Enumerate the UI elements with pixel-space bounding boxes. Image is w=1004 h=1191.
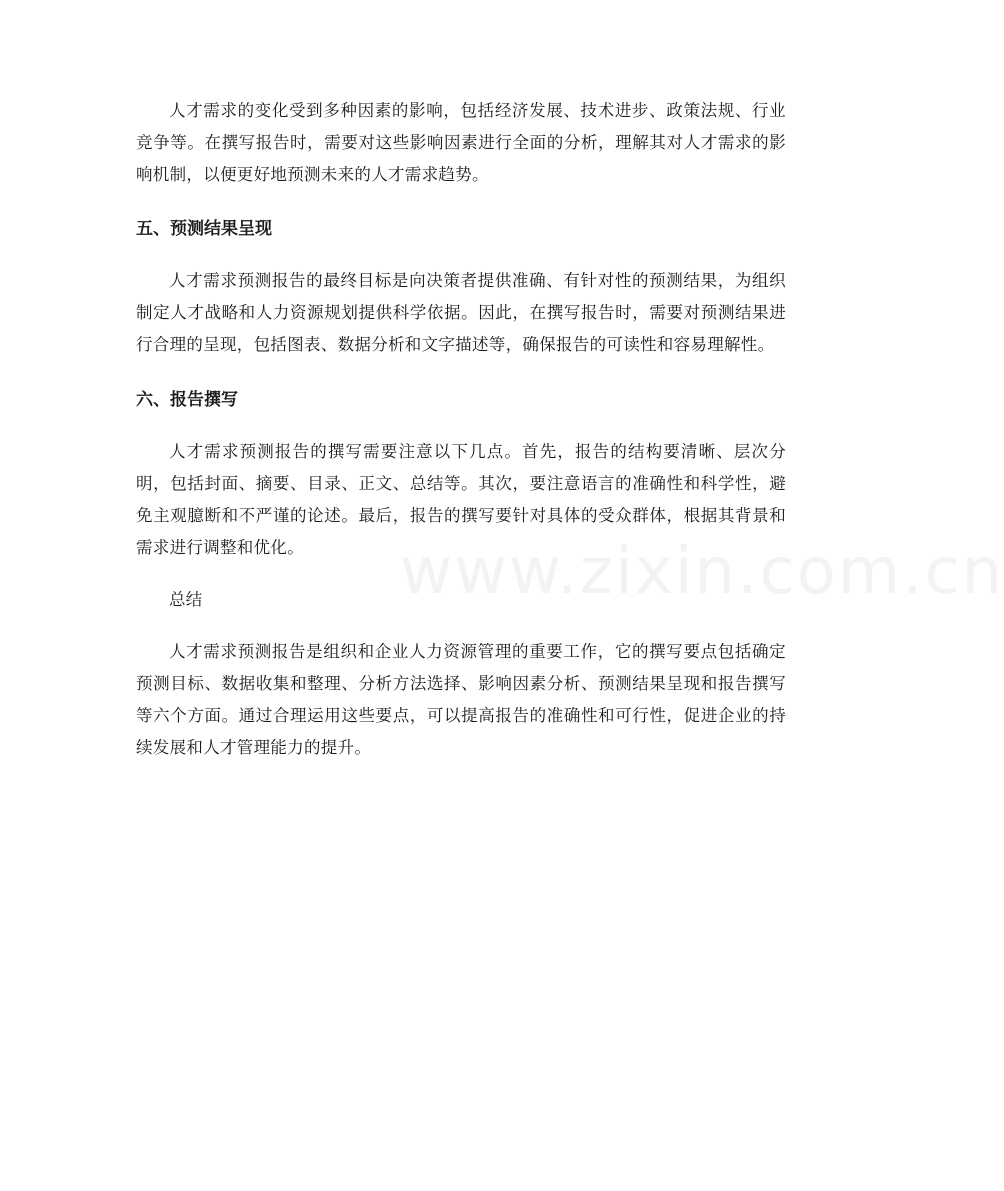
section-heading-five: 五、预测结果呈现 [136,219,272,239]
section-heading-six: 六、报告撰写 [136,390,238,410]
paragraph-influence-factors: 人才需求的变化受到多种因素的影响，包括经济发展、技术进步、政策法规、行业竞争等。在撰写报告时，需要对这些影响因素进行全面的分析，理解其对人才需求的影响机制，以便更好地预测未来的人才需求趋势。 [136,101,786,184]
paragraph-report-writing: 人才需求预测报告的撰写需要注意以下几点。首先，报告的结构要清晰、层次分明，包括封面、摘要、目录、正文、总结等。其次，要注意语言的准确性和科学性，避免主观臆断和不严谨的论述。最后，报告的撰写要针对具体的受众群体，根据其背景和需求进行调整和优化。 [136,442,786,557]
paragraph-summary: 人才需求预测报告是组织和企业人力资源管理的重要工作，它的撰写要点包括确定预测目标、数据收集和整理、分析方法选择、影响因素分析、预测结果呈现和报告撰写等六个方面。通过合理运用这些要点，可以提高报告的准确性和可行性，促进企业的持续发展和人才管理能力的提升。 [136,642,786,757]
watermark: www.zixin.com.cn [400,535,1004,609]
summary-label: 总结 [169,590,203,609]
paragraph-forecast-presentation: 人才需求预测报告的最终目标是向决策者提供准确、有针对性的预测结果，为组织制定人才战略和人力资源规划提供科学依据。因此，在撰写报告时，需要对预测结果进行合理的呈现，包括图表、数据分析和文字描述等，确保报告的可读性和容易理解性。 [136,271,786,354]
document-body [136,95,786,764]
